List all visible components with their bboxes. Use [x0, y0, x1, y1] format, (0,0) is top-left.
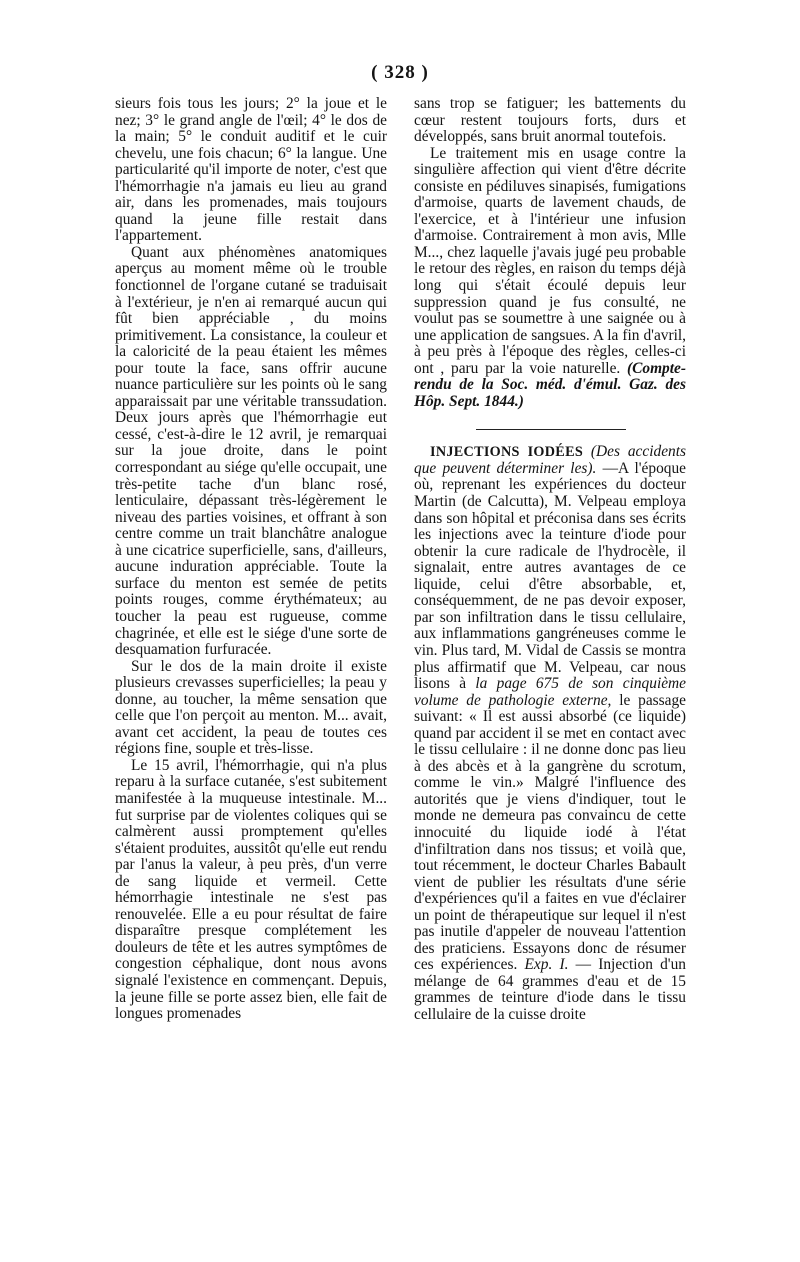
left-paragraph-3: Sur le dos de la main droite il existe plusieurs crevasses superficielles; la peau y donne, au toucher, la même sensation que celle que l'on perçoit au menton. M... avait, avant cet accident, la peau de toutes ces régions fine, souple et très-lisse.	[115, 657, 387, 758]
right-column	[414, 96, 686, 1024]
article-title: INJECTIONS IODÉES	[430, 444, 584, 461]
article-text-b: le passage suivant: « Il est aussi absorbé (ce liquide) quand par accident il se met en contact avec le tissu cellulaire : il ne donne donc pas lieu à des abcès et à la gangrène du scrotum, comme le vin.» Malgré l'influence des autorités que je viens d'indiquer, tout le monde ne demeura pas convaincu de cette innocuité du liquide iodé à l'état d'infiltration dans nos tissus; et voilà que, tout récemment, le docteur Charles Babault vient de publier les résultats d'une série d'expériences qu'il a faites en vue d'éclairer un point de thérapeutique sur lequel il n'est pas inutile d'appeler de nouveau l'attention des praticiens. Essayons donc de résumer ces expériences.	[414, 691, 686, 974]
left-paragraph-4: Le 15 avril, l'hémorrhagie, qui n'a plus reparu à la surface cutanée, s'est subitement manifestée à la muqueuse intestinale. M... fut surprise par de violentes coliques qui se calmèrent aussi promptement qu'elles s'étaient produites, aussitôt qu'elle eut rendu par l'anus la valeur, à peu près, d'un verre de sang liquide et vermeil. Cette hémorrhagie intestinale ne s'est pas renouvelée. Elle a eu pour résultat de faire disparaître presque complétement les douleurs de tête et les autres symptômes de congestion céphalique, dont nous avons signalé l'existence en commençant. Depuis, la jeune fille se porte assez bien, elle fait de longues promenades	[115, 756, 387, 1023]
article-text-c: — Injection d'un mélange de 64 grammes d'eau et de 15 grammes de teinture d'iode dans le tissu cellulaire de la cuisse droite	[414, 956, 686, 1023]
right-paragraph-2-text: Le traitement mis en usage contre la singulière affection qui vient d'être décrite consiste en pédiluves sinapisés, fumigations d'armoise, quarts de lavement chauds, de l'exercice, et à l'intérieur une infusion d'armoise. Contrairement à mon avis, Mlle M..., chez laquelle j'avais jugé peu probable le retour des règles, en raison du temps déjà long qui s'était écoulé depuis leur suppression quand je fus consulté, ne voulut pas se soumettre à une saignée ou à une application de sangsues. A la fin d'avril, à peu près à l'époque des règles, celles-ci ont , paru par la voie naturelle.	[414, 144, 686, 377]
section-divider	[476, 429, 626, 430]
source-reference: (Compte-rendu de la Soc. méd. d'émul. Gaz. des Hôp. Sept. 1844.)	[414, 359, 686, 410]
page-number: ( 328 )	[371, 62, 429, 83]
left-column	[115, 96, 387, 1023]
article-paragraph	[414, 444, 686, 1023]
left-paragraph-1: sieurs fois tous les jours; 2° la joue et le nez; 3° le grand angle de l'œil; 4° le dos de la main; 5° le conduit auditif et le cuir chevelu, une fois chacun; 6° la langue. Une particularité qu'il importe de noter, c'est que l'hémorrhagie n'a jamais eu lieu au grand air, dans les promenades, mais toujours quand la jeune fille restait dans l'appartement.	[115, 95, 387, 245]
article-citation: la page 675 de son cinquième volume de pathologie externe,	[414, 675, 686, 709]
right-paragraph-1: sans trop se fatiguer; les battements du cœur restent toujours forts, durs et développés, sans bruit anormal toutefois.	[414, 95, 686, 146]
left-paragraph-2: Quant aux phénomènes anatomiques aperçus au moment même où le trouble fonctionnel de l'organe cutané se traduisait à l'extérieur, je n'en ai remarqué aucun qui fût bien appréciable , du moins primitivement. La consistance, la couleur et la caloricité de la peau étaient les mêmes pour toute la face, sans offrir aucune nuance particulière sur les points où le sang apparaissait par une véritable transsudation. Deux jours après que l'hémorrhagie eut cessé, c'est-à-dire le 12 avril, je remarquai sur la joue droite, dans le point correspondant au siége qu'elle occupait, une très-petite tache d'un blanc rosé, lenticulaire, dépassant très-légèrement le niveau des parties voisines, et offrant à son centre comme un trait blanchâtre analogue à une cicatrice superficielle, sans, d'ailleurs, aucune induration appréciable. Toute la surface du menton est semée de petits points rouges, comme érythémateux; au toucher la peau est rugueuse, comme chagrinée, et elle est le siége d'une sorte de desquamation furfuracée.	[115, 243, 387, 659]
article-text-a: —A l'époque où, reprenant les expériences du docteur Martin (de Calcutta), M. Velpeau employa dans son hôpital et préconisa dans ses écrits les injections avec la teinture d'iode pour obtenir la cure radicale de l'hydrocèle, il signalait, entre autres avantages de ce liquide, celui d'être absorbable, et, conséquemment, de ne pas devoir exposer, par son infiltration dans le tissu cellulaire, aux inflammations gangréneuses comme le vin. Plus tard, M. Vidal de Cassis se montra plus affirmatif que M. Velpeau, car nous lisons à	[414, 459, 686, 693]
right-paragraph-2	[414, 146, 686, 411]
experiment-label: Exp. I.	[524, 956, 569, 974]
article-subtitle: (Des accidents que peuvent déterminer les).	[414, 443, 686, 477]
